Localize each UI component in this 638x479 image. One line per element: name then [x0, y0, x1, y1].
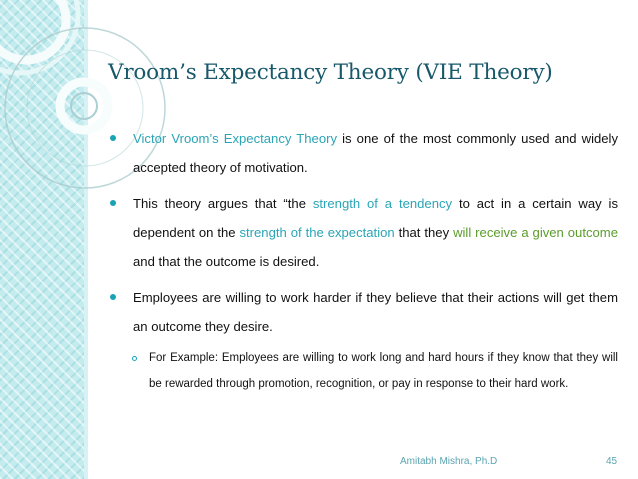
slide-title: Vroom’s Expectancy Theory (VIE Theory) [108, 60, 553, 85]
bullet-dot-icon [110, 200, 116, 206]
highlight-expectancy-theory: Victor Vroom’s Expectancy Theory [133, 131, 338, 146]
bullet-text: is one of the most commonly used and widely accepted theory of motivation. [133, 131, 618, 175]
footer-author: Amitabh Mishra, Ph.D [400, 456, 498, 467]
slide-body [108, 124, 618, 397]
highlight-strength-of-expectation: strength of the expectation [239, 225, 395, 240]
bullet-text: to act in a certain way is dependent on the [133, 196, 618, 240]
bullet-dot-icon [110, 294, 116, 300]
sub-bullet-ring-icon [132, 356, 137, 361]
bullet-text: Employees are willing to work harder if they believe that their actions will get them an outcome they desire. [133, 290, 618, 334]
sub-bullet-example [108, 345, 618, 397]
sub-bullet-text: For Example: Employees are willing to work long and hard hours if they know that they will be rewarded through promotion, recognition, or pay in response to their hard work. [149, 352, 618, 390]
page-number: 45 [606, 456, 618, 467]
bullet-text: that they [394, 225, 454, 240]
bullet-dot-icon [110, 135, 116, 141]
bullet-employees-willing [108, 283, 618, 341]
bullet-victor-vroom [108, 124, 618, 182]
bullet-theory-argues [108, 189, 618, 276]
bullet-text: and that the outcome is desired. [133, 254, 320, 269]
highlight-strength-of-tendency: strength of a tendency [312, 196, 453, 211]
highlight-given-outcome: will receive a given outcome [453, 225, 618, 240]
bullet-text: This theory argues that “the [133, 196, 313, 211]
